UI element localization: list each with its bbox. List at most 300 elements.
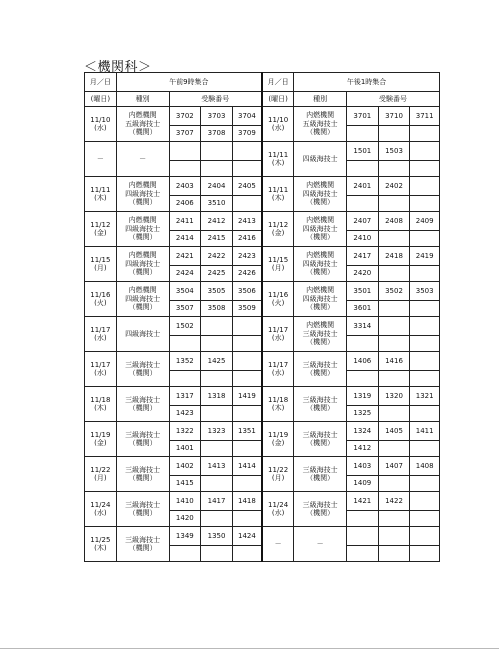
am-exam-number [169,161,201,177]
qualification-type-line: 三級海技士 [125,360,161,369]
am-type-cell [116,282,169,317]
am-exam-number: 1425 [201,352,233,371]
am-exam-number: 1349 [169,527,201,546]
am-exam-number [201,336,233,352]
qualification-type-line: 四級海技士 [302,189,338,198]
pm-type-cell [294,387,347,422]
qualification-type-line: 内燃機関 [128,216,157,225]
schedule-row-top [85,317,440,336]
schedule-row-top [85,282,440,301]
qualification-type-line: 五級海技士 [125,119,161,128]
pm-exam-number [378,371,410,387]
pm-exam-number: 1412 [346,441,378,457]
weekday-label: (金) [271,229,285,237]
am-exam-number: 3702 [169,107,201,126]
pm-exam-number: 1421 [346,492,378,511]
qualification-type-line: （機関） [306,474,335,482]
am-date-cell [85,212,117,247]
pm-exam-number [378,511,410,527]
date-label: 11/24 [90,500,111,509]
am-exam-number [201,406,233,422]
am-exam-number [201,371,233,387]
am-exam-number [232,142,262,161]
am-exam-number: 1401 [169,441,201,457]
pm-exam-number [410,511,440,527]
pm-type-cell [294,352,347,387]
am-exam-number: 3703 [201,107,233,126]
pm-exam-number [378,317,410,336]
pm-exam-number [410,161,440,177]
am-exam-number [169,142,201,161]
qualification-type-line: 三級海技士 [125,500,161,509]
am-date-cell [85,317,117,352]
pm-exam-number: 1409 [346,476,378,492]
pm-exam-number: 1325 [346,406,378,422]
pm-exam-number: 1501 [346,142,378,161]
am-exam-number: 3505 [201,282,233,301]
schedule-row-top [85,422,440,441]
schedule-row-top [85,387,440,406]
am-exam-number [232,441,262,457]
am-exam-number: 1351 [232,422,262,441]
pm-date-cell [262,177,294,212]
weekday-label: (金) [94,229,107,237]
qualification-type-line: （機関） [128,439,157,447]
qualification-type-line: 四級海技士 [302,224,338,233]
qualification-type-line: 内燃機関 [306,251,335,260]
pm-type-cell [294,457,347,492]
pm-exam-number: 2418 [378,247,410,266]
am-exam-number: 1350 [201,527,233,546]
am-exam-number: 2422 [201,247,233,266]
am-exam-number [201,161,233,177]
date-label: － [96,154,104,163]
pm-exam-number [378,301,410,317]
pm-exam-number: 1407 [378,457,410,476]
date-label: 11/12 [90,220,111,229]
am-exam-number: 2406 [169,196,201,212]
qualification-type-line: 三級海技士 [125,535,161,544]
pm-exam-number [410,126,440,142]
am-exam-number: 2411 [169,212,201,231]
qualification-type-line: （機関） [128,233,157,242]
pm-exam-number [346,527,378,546]
qualification-type-line: （機関） [128,544,157,552]
pm-exam-number [410,177,440,196]
qualification-type-line: 内燃機関 [128,286,157,295]
pm-exam-number [410,266,440,282]
qualification-type-line: 三級海技士 [302,329,338,338]
qualification-type-line: （機関） [306,338,335,347]
am-type-cell [116,212,169,247]
pm-exam-number [410,371,440,387]
qualification-type-line: 四級海技士 [302,294,338,303]
pm-exam-number: 1405 [378,422,410,441]
am-exam-number: 3507 [169,301,201,317]
am-type-cell [116,247,169,282]
pm-exam-number [346,196,378,212]
pm-date-cell [262,492,294,527]
qualification-type-line: （機関） [128,268,157,277]
pm-exam-number: 1321 [410,387,440,406]
qualification-type-line: 内燃機関 [306,321,335,330]
am-exam-number [232,196,262,212]
qualification-type-line: 五級海技士 [302,119,338,128]
pm-exam-number [378,441,410,457]
qualification-type-line: 内燃機関 [128,111,157,120]
qualification-type-line: － [139,154,147,163]
date-label: 11/15 [90,255,111,264]
am-exam-number: 3504 [169,282,201,301]
section-title: ＜機関科＞ [84,60,152,75]
am-type-cell [116,422,169,457]
weekday-column-header: (曜日) [262,92,294,107]
am-exam-number [201,142,233,161]
pm-exam-number [410,406,440,422]
am-exam-number: 2404 [201,177,233,196]
qualification-type-line: （機関） [306,303,335,312]
schedule-row-top [85,107,440,126]
weekday-label: (月) [271,474,285,482]
pm-date-cell [262,142,294,177]
date-label: 11/11 [90,185,111,194]
header-row [85,73,440,92]
pm-exam-number [410,546,440,562]
schedule-row-top [85,527,440,546]
pm-exam-number: 1319 [346,387,378,406]
pm-type-cell [294,492,347,527]
pm-date-cell [262,317,294,352]
weekday-label: (水) [271,334,285,342]
qualification-type-line: （機関） [306,369,335,377]
subheader-row [85,92,440,107]
qualification-type-line: 四級海技士 [125,189,161,198]
pm-exam-number [346,371,378,387]
am-exam-number: 1318 [201,387,233,406]
am-exam-number: 2424 [169,266,201,282]
pm-exam-number: 2417 [346,247,378,266]
am-exam-number: 3506 [232,282,262,301]
am-exam-number: 3707 [169,126,201,142]
qualification-type-line: （機関） [306,404,335,412]
pm-exam-number [410,301,440,317]
am-exam-number: 2415 [201,231,233,247]
date-label: 11/17 [90,360,111,369]
pm-exam-number [378,476,410,492]
date-label: 11/17 [267,325,289,334]
am-type-cell [116,457,169,492]
am-date-cell [85,247,117,282]
am-exam-number: 1323 [201,422,233,441]
qualification-type-line: （機関） [306,128,335,137]
weekday-label: (水) [94,369,107,377]
am-exam-number: 1410 [169,492,201,511]
date-label: 11/11 [267,150,289,159]
pm-session-title: 午後1時集合 [294,73,440,92]
qualification-type-line: 内燃機関 [306,286,335,295]
date-label: 11/19 [90,430,111,439]
pm-date-cell [262,352,294,387]
qualification-type-line: 内燃機関 [306,181,335,190]
am-date-cell [85,492,117,527]
pm-exam-number: 1422 [378,492,410,511]
am-session-title: 午前9時集合 [116,73,262,92]
weekday-label: (金) [271,439,285,447]
am-exam-number: 1317 [169,387,201,406]
date-label: 11/10 [267,115,289,124]
am-exam-number [201,476,233,492]
date-label: － [274,539,282,548]
pm-type-cell [294,422,347,457]
date-label: 11/16 [267,290,289,299]
schedule-row-top [85,352,440,371]
am-exam-number [232,406,262,422]
weekday-label: (水) [94,509,107,517]
pm-type-cell [294,177,347,212]
am-type-cell [116,142,169,177]
pm-date-cell [262,387,294,422]
pm-exam-number: 1408 [410,457,440,476]
weekday-label: (月) [271,264,285,272]
date-label: 11/16 [90,290,111,299]
pm-exam-number [346,336,378,352]
type-column-header: 種別 [294,92,347,107]
qualification-type-line: 四級海技士 [302,154,338,163]
qualification-type-line: 内燃機関 [306,111,335,120]
exam-schedule-table [84,72,440,562]
am-exam-number: 2426 [232,266,262,282]
am-date-cell [85,457,117,492]
type-column-header: 種別 [116,92,169,107]
date-label: 11/17 [267,360,289,369]
am-exam-number [169,336,201,352]
weekday-label: (水) [271,369,285,377]
pm-exam-number: 2410 [346,231,378,247]
pm-exam-number [346,126,378,142]
am-exam-number: 3509 [232,301,262,317]
am-type-cell [116,177,169,212]
pm-exam-number: 2408 [378,212,410,231]
am-exam-number [232,511,262,527]
am-exam-number: 1502 [169,317,201,336]
am-date-cell [85,352,117,387]
am-exam-number: 2423 [232,247,262,266]
pm-exam-number [346,511,378,527]
qualification-type-line: 三級海技士 [302,395,338,404]
pm-exam-number: 2402 [378,177,410,196]
qualification-type-line: 三級海技士 [125,395,161,404]
date-label: 11/10 [90,115,111,124]
am-exam-number: 1322 [169,422,201,441]
pm-exam-number: 2420 [346,266,378,282]
pm-exam-number [410,142,440,161]
pm-type-cell [294,527,347,562]
am-type-cell [116,317,169,352]
am-date-cell [85,282,117,317]
am-exam-number [232,352,262,371]
schedule-row-top [85,142,440,161]
pm-exam-number: 3710 [378,107,410,126]
weekday-label: (火) [271,299,285,307]
pm-exam-number: 1320 [378,387,410,406]
am-exam-number: 2425 [201,266,233,282]
date-label: 11/11 [267,185,289,194]
qualification-type-line: （機関） [128,128,157,137]
weekday-label: (水) [271,124,285,132]
qualification-type-line: （機関） [306,439,335,447]
pm-exam-number [410,352,440,371]
pm-exam-number [346,161,378,177]
qualification-type-line: － [316,539,324,548]
am-exam-number [169,546,201,562]
qualification-type-line: 四級海技士 [302,259,338,268]
am-exam-number: 2414 [169,231,201,247]
qualification-type-line: 四級海技士 [125,294,161,303]
pm-exam-number: 3503 [410,282,440,301]
weekday-column-header: (曜日) [85,92,117,107]
am-date-cell [85,177,117,212]
qualification-type-line: （機関） [128,474,157,482]
pm-exam-number: 2407 [346,212,378,231]
am-exam-number [201,546,233,562]
schedule-row-top [85,212,440,231]
pm-exam-number: 1411 [410,422,440,441]
am-exam-number: 1423 [169,406,201,422]
am-exam-number [232,371,262,387]
date-label: 11/17 [90,325,111,334]
pm-exam-number: 3701 [346,107,378,126]
am-date-cell [85,107,117,142]
pm-exam-number: 2409 [410,212,440,231]
number-column-header: 受験番号 [169,92,262,107]
pm-exam-number [346,546,378,562]
qualification-type-line: 内燃機関 [306,216,335,225]
qualification-type-line: 四級海技士 [125,259,161,268]
qualification-type-line: （機関） [128,369,157,377]
weekday-label: (水) [94,124,107,132]
weekday-label: (木) [94,194,107,202]
am-date-cell [85,142,117,177]
qualification-type-line: 内燃機関 [128,181,157,190]
date-label: 11/15 [267,255,289,264]
qualification-type-line: （機関） [128,303,157,312]
pm-exam-number: 1406 [346,352,378,371]
qualification-type-line: 三級海技士 [302,430,338,439]
qualification-type-line: 四級海技士 [125,329,161,338]
am-type-cell [116,492,169,527]
pm-date-cell [262,457,294,492]
pm-exam-number [378,161,410,177]
am-exam-number: 1415 [169,476,201,492]
am-exam-number: 3508 [201,301,233,317]
weekday-label: (木) [271,404,285,412]
am-exam-number [232,161,262,177]
weekday-label: (水) [271,509,285,517]
pm-exam-number [378,196,410,212]
am-exam-number [201,317,233,336]
weekday-label: (木) [94,544,107,552]
qualification-type-line: （機関） [306,198,335,207]
qualification-type-line: （機関） [306,509,335,517]
pm-exam-number: 3501 [346,282,378,301]
am-exam-number: 2403 [169,177,201,196]
am-exam-number: 1352 [169,352,201,371]
am-exam-number [201,511,233,527]
qualification-type-line: （機関） [306,233,335,242]
pm-type-cell [294,142,347,177]
date-label: 11/18 [90,395,111,404]
pm-date-cell [262,107,294,142]
am-exam-number: 2412 [201,212,233,231]
qualification-type-line: 三級海技士 [302,360,338,369]
schedule-row-top [85,177,440,196]
qualification-type-line: （機関） [128,509,157,517]
pm-type-cell [294,212,347,247]
pm-exam-number [410,527,440,546]
pm-exam-number [410,441,440,457]
pm-exam-number [378,336,410,352]
qualification-type-line: 三級海技士 [125,465,161,474]
am-type-cell [116,352,169,387]
am-exam-number [169,371,201,387]
pm-date-cell [262,247,294,282]
qualification-type-line: 三級海技士 [125,430,161,439]
am-exam-number: 1414 [232,457,262,476]
qualification-type-line: （機関） [128,198,157,207]
pm-type-cell [294,107,347,142]
pm-date-cell [262,422,294,457]
am-date-cell [85,422,117,457]
weekday-label: (水) [94,334,107,342]
qualification-type-line: （機関） [306,268,335,277]
am-type-cell [116,387,169,422]
date-label: 11/25 [90,535,111,544]
date-label: 11/22 [90,465,111,474]
am-exam-number [232,336,262,352]
am-exam-number: 3708 [201,126,233,142]
am-exam-number: 1413 [201,457,233,476]
pm-exam-number [410,492,440,511]
page-bottom-rule [0,648,499,649]
date-label: 11/22 [267,465,289,474]
pm-exam-number: 3314 [346,317,378,336]
am-date-cell [85,387,117,422]
am-date-cell [85,527,117,562]
pm-exam-number [378,231,410,247]
pm-exam-number: 2401 [346,177,378,196]
date-column-header: 月／日 [262,73,294,92]
qualification-type-line: （機関） [128,404,157,412]
pm-exam-number [410,317,440,336]
am-exam-number: 3704 [232,107,262,126]
qualification-type-line: 四級海技士 [125,224,161,233]
am-exam-number: 1402 [169,457,201,476]
weekday-label: (木) [271,159,285,167]
pm-exam-number: 3502 [378,282,410,301]
pm-exam-number: 1503 [378,142,410,161]
pm-exam-number: 1324 [346,422,378,441]
date-label: 11/24 [267,500,289,509]
date-label: 11/18 [267,395,289,404]
am-exam-number [232,546,262,562]
weekday-label: (金) [94,439,107,447]
am-exam-number: 1417 [201,492,233,511]
number-column-header: 受験番号 [346,92,439,107]
pm-exam-number [410,196,440,212]
pm-exam-number [378,266,410,282]
am-exam-number: 1419 [232,387,262,406]
schedule-row-top [85,457,440,476]
